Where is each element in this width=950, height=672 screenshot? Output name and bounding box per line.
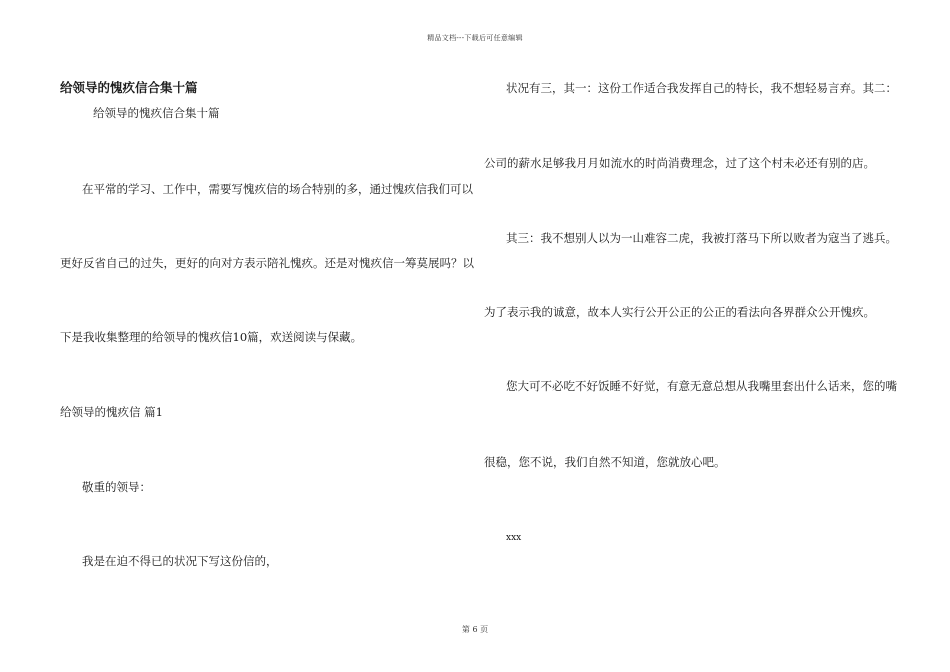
intro-paragraph-line-2: 更好反省自己的过失，更好的向对方表示陪礼愧疚。还是对愧疚信一筹莫展吗？以 <box>60 256 474 270</box>
salutation: 敬重的领导： <box>82 480 151 494</box>
body-line-4: 其三：我不想别人以为一山难容二虎，我被打落马下所以败者为寇当了逃兵。 <box>506 231 897 245</box>
page-footer: 第 6 页 <box>461 625 489 634</box>
body-line-7: 很稳，您不说，我们自然不知道，您就放心吧。 <box>484 455 726 469</box>
body-line-1: 我是在迫不得已的状况下写这份信的， <box>82 554 278 568</box>
body-line-2: 状况有三，其一：这份工作适合我发挥自己的特长，我不想轻易言弃。其二： <box>506 81 897 95</box>
page-header: 精品文档---下载后可任意编辑 <box>427 34 523 42</box>
body-line-3: 公司的薪水足够我月月如流水的时尚消费理念，过了这个村未必还有别的店。 <box>484 156 875 170</box>
body-line-6: 您大可不必吃不好饭睡不好觉，有意无意总想从我嘴里套出什么话来，您的嘴 <box>506 379 897 393</box>
intro-paragraph-line-1: 在平常的学习、工作中，需要写愧疚信的场合特别的多，通过愧疚信我们可以 <box>82 182 473 196</box>
document-title: 给领导的愧疚信合集十篇 <box>60 80 198 95</box>
document-subtitle: 给领导的愧疚信合集十篇 <box>93 106 220 120</box>
section-heading: 给领导的愧疚信 篇1 <box>60 405 163 419</box>
body-line-5: 为了表示我的诚意，故本人实行公开公正的公正的看法向各界群众公开愧疚。 <box>484 305 875 319</box>
signature: xxx <box>506 533 522 543</box>
intro-paragraph-line-3: 下是我收集整理的给领导的愧疚信10篇，欢送阅读与保藏。 <box>60 330 363 344</box>
